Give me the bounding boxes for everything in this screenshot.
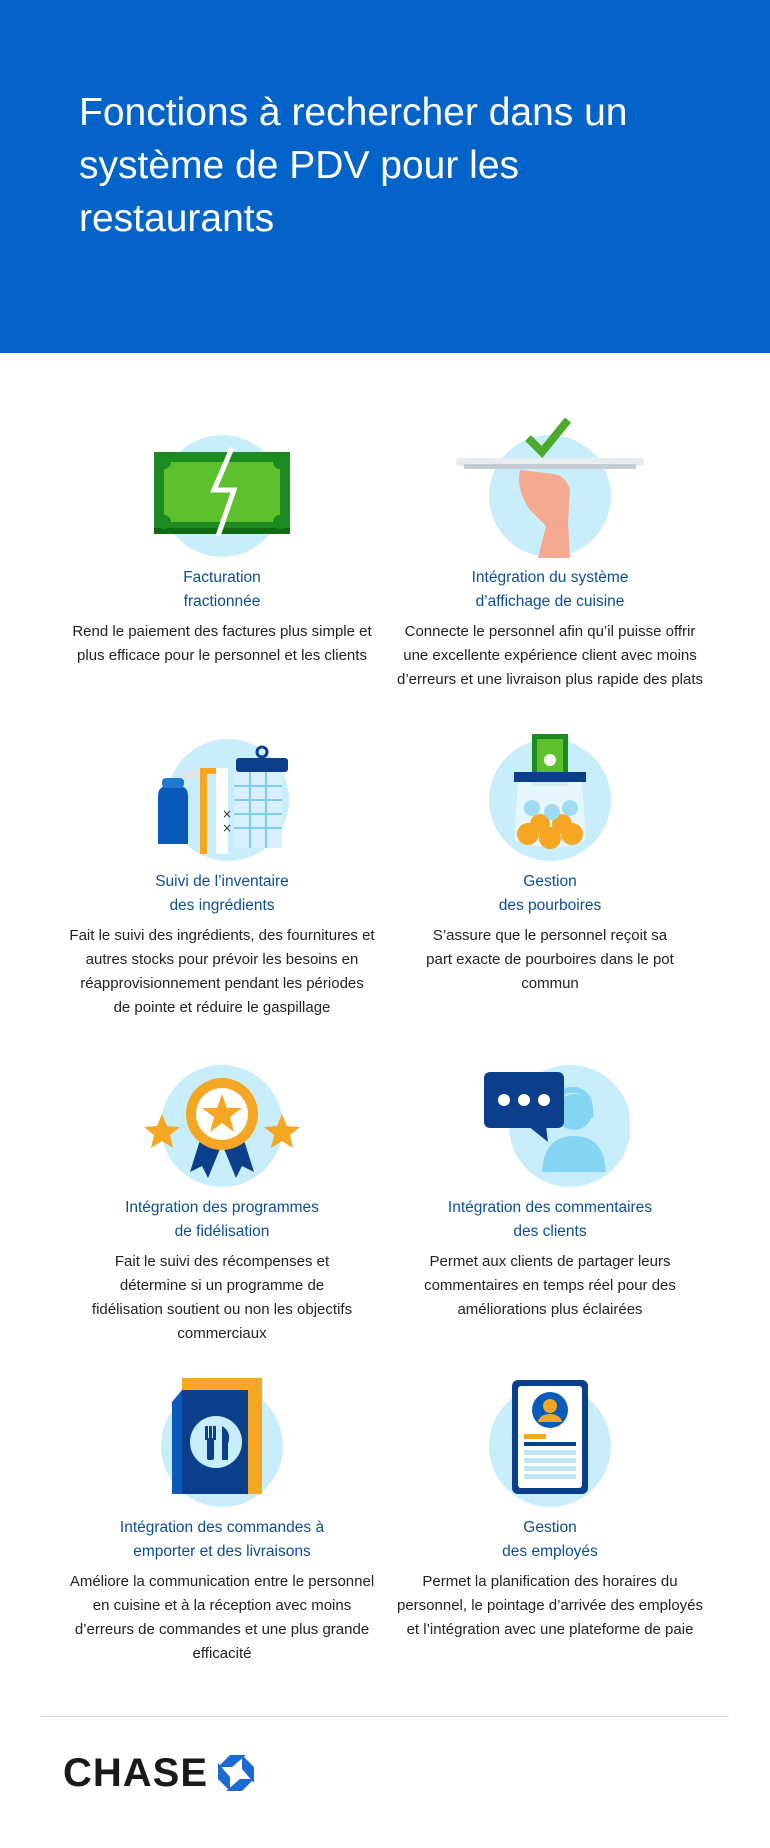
- chase-wordmark: CHASE: [63, 1751, 209, 1795]
- kitchen-display-icon: [450, 418, 650, 558]
- feature-title: Facturation fractionnée: [183, 569, 261, 610]
- feature-title: Intégration des commentaires des clients: [447, 1199, 653, 1240]
- feature-title: Intégration des commandes à emporter et des livraisons: [119, 1519, 325, 1560]
- svg-text:×: ×: [222, 821, 233, 835]
- svg-text:×: ×: [222, 807, 233, 821]
- chase-octagon-icon: [216, 1753, 256, 1793]
- feature-description: Améliore la communication entre le personnel en cuisine et à la réception avec moins d’erreurs de commandes et une plus grande efficacité: [69, 1573, 375, 1662]
- loyalty-award-icon: [142, 1048, 302, 1188]
- footer-divider: [41, 1716, 729, 1717]
- hero-banner: [0, 0, 770, 353]
- split-bill-icon: [142, 418, 302, 558]
- feature-description: S’assure que le personnel reçoit sa part exacte de pourboires dans le pot commun: [426, 927, 674, 992]
- feature-description: Fait le suivi des ingrédients, des fournitures et autres stocks pour prévoir les besoins en réapprovisionnement pendant les périodes de pointe et réduire le gaspillage: [69, 927, 375, 1016]
- feature-title: Intégration du système d’affichage de cuisine: [471, 569, 629, 610]
- feature-description: Permet la planification des horaires du personnel, le pointage d’arrivée des employés et l’intégration avec une plateforme de paie: [396, 1573, 704, 1638]
- inventory-icon: [142, 722, 302, 862]
- feature-title: Gestion des pourboires: [498, 873, 602, 914]
- feature-title: Suivi de l’inventaire des ingrédients: [155, 873, 289, 914]
- tip-jar-icon: [470, 722, 630, 862]
- feature-takeout-delivery: [57, 1368, 387, 1666]
- feature-description: Connecte le personnel afin qu’il puisse offrir une excellente expérience client avec moins d’erreurs et une livraison plus rapide des plats: [397, 623, 703, 688]
- feature-customer-feedback: [385, 1048, 715, 1322]
- feature-inventory: [57, 722, 387, 1020]
- feature-split-bill: [57, 418, 387, 668]
- feature-description: Rend le paiement des factures plus simple et plus efficace pour le personnel et les clients: [72, 623, 372, 664]
- feature-tip-management: [385, 722, 715, 996]
- chase-logo: [63, 1752, 256, 1794]
- employee-badge-icon: [470, 1368, 630, 1508]
- page-title: Fonctions à rechercher dans un système de PDV pour les restaurants: [79, 91, 628, 240]
- feature-title: Intégration des programmes de fidélisation: [125, 1199, 319, 1240]
- feature-loyalty: [57, 1048, 387, 1346]
- feature-kitchen-display: [385, 418, 715, 692]
- takeout-bag-icon: [142, 1368, 302, 1508]
- customer-feedback-icon: [470, 1048, 630, 1188]
- feature-description: Fait le suivi des récompenses et détermine si un programme de fidélisation soutient ou non les objectifs commerciaux: [91, 1253, 353, 1342]
- feature-title: Gestion des employés: [502, 1519, 598, 1560]
- feature-description: Permet aux clients de partager leurs commentaires en temps réel pour des améliorations plus éclairées: [424, 1253, 676, 1318]
- feature-employee-management: [385, 1368, 715, 1642]
